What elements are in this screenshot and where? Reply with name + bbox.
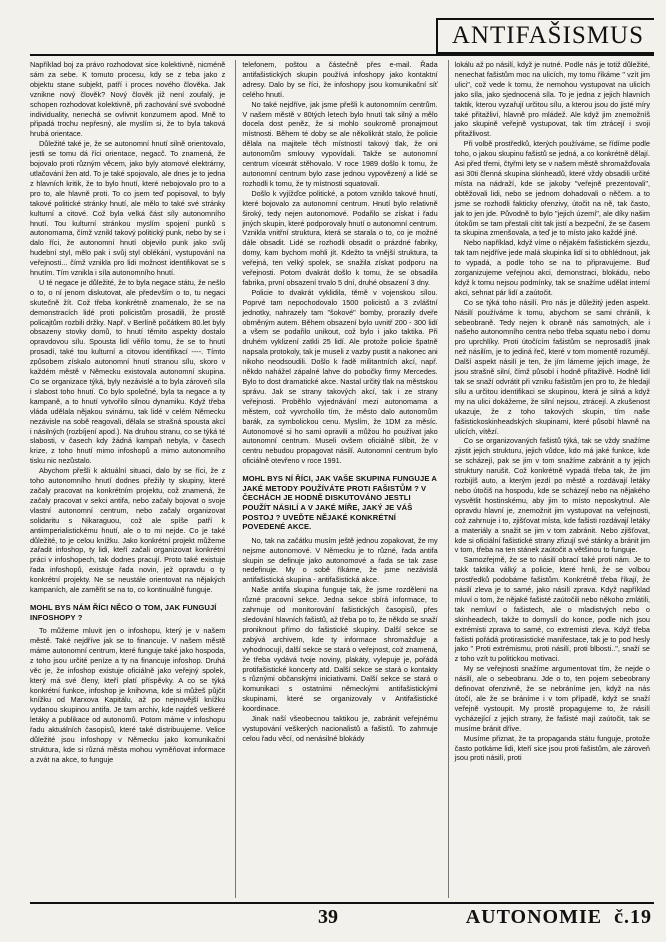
- paragraph: No, tak na začátku musím ještě jednou zopakovat, že my nejsme autonomové. V Německu je to různé, řada antifa skupin se definuje jako autonomové a řada se tak zase nedefinuje. My o sobě říkáme, že jsme nezávislá antifašistická skupina - antifašistická akce.: [242, 535, 438, 585]
- interview-question: MOHL BYS NÁM ŘÍCI NĚCO O TOM, JAK FUNGUJÍ INFOSHOPY ?: [30, 602, 217, 622]
- paragraph: Co se organizovaných fašistů týká, tak se vždy snažíme zjistit jejich strukturu, jejich vůdce, kdo má jaké funkce, kde se scházejí, pak se jim v tom snažíme zabránit a ty jejich struktury narušit. Což konkrétně vypadá třeba tak, že jim rozbijíš auto, a kterým jezdí po městě a rozdávají letáky nebo útočiš na hospodu, kde se scházejí nebo na nějakého vysvětlit hostinskému, aby jim to místo neposkytnul. Ale opravdu hlavní je, znemožnit jim vystupovat na veřejnosti, což zahrnuje i to, zjišťovat místa, kde fašisti rozdávají letáky a materiály a snažit se jim v tom zabránit. Nebo zjišťovat, kde si oficiální fašistické strany zřizují své stánky a bránit jim v tom, třeba na ten stánek zaútočit a většinou to funguje.: [454, 436, 650, 555]
- paragraph: My se veřejnosti snažíme argumentovat tím, že nejde o násilí, ale o sebeobranu. Jde o to, ten pojem sebeobrany definovat ofenzivně, že se nebráníme jen, když na nás útočí, ale že se bráníme i v tom případě, když se snaží veřejně vystoupit. My prostě propagujeme to, že násilí vycházející z jejich strany, že fašisté mají zaútočit, tak se musíme bránit dříve.: [454, 664, 650, 733]
- paragraph: Například boj za právo rozhodovat sice kolektivně, nicméně sám za sebe. K tomuto procesu, kdy se z teba jako z objektu stane subjekt, patří i proces nového člověka. Jak vznikne nový člověk? Nový člověk již není zoufalý, je schopen rozhodovat kolektivně, při zachování své svobodné individuality, nenechá se ovlivnit konzumem apod. Mně to připadá trochu nepřesný, ale myslím si, že to byla taková hrubá orientace.: [30, 60, 226, 139]
- header-rule: [30, 54, 654, 56]
- text-column-2: [235, 60, 437, 898]
- paragraph: U té negace je důležité, že to byla negace státu, že nešlo o to, o ní jenom diskutovat, ale především o to, tu negaci skutečně žít. Což třeba konkrétně znamenalo, že se na demonstracích lidé proti policistům prosadili, že prostě policajtům rozbili držky. Např. v Berlíně počátkem 80.let byly obsazeny stovky domů, to hnutí těmito aspekty dostalo opravdovou sílu. Spousta lidí věřilo tomu, že se to hnutí prosadí, také tou kulturní a citovou identifikací ----. Tímto způsobem získalo autonomní hnutí stranou sílu, skoro v každém městě v Německu existovala autonomní skupina. Co se organizace týká, byly nezávislé a to byla zároveň síla i slabost toho hnutí. Co bylo společné, byla ta negace a ty kampaně, a to hnutí vytvořilo silnou dynamiku. Když třeba vláda udělala nějakou svinárnu, tak lidé v celém Německu nezávisle na sobě reagovali, dělala se strašná spousta akcí i násilných (rozbíjení apod.). Na druhou stranu, co se týká té slabosti, v časech kdy žádná kampaň nebyla, v časech krize, z toho hnutí mimo infoshopů a mimo autonomního tisku nic nezůstalo.: [30, 277, 226, 466]
- paragraph: No také nejdříve, jak jsme přešli k autonomním centrům. V našem městě v 80tých letech bylo hnutí tak silný a mělo docela dost peněz, že si mohlo soukromě pronajmout místnosti. Během té doby se ale několikrát stalo, že policie dělala na majitele těch místností takový tlak, že oni autonomům smlouvy vypovídali. Takže se autonomní centrum víceкrát stěhovalo. V roce 1989 došlo k tomu, že autonomní centrum bylo zase jednou vypovězený a lidé se rozhodli k tomu, že ty místnosti squatovali.: [242, 99, 438, 188]
- paragraph: Došlo k vyjížďce politické, a potom vzniklo takové hnutí, které bojovalo za autonomní centrum. Hnutí bylo relativně široký, tedy nejen autonomové. Podařilo se získat i řadu jiných skupin, které podporovaly hnutí o autonomní centrum. Vznikla vnitřní struktura, která se starala o to, co je možné dále obsadit. Lidé se rozhodli obsadit o prázdné fabriky, domy, kam bychom mohli jít. Kdežto ta vnější struktura, ta veřejná, ten velký spolek, se snažila získat podporu na veřejnosti. Potom dvakrát došlo k tomu, že se obsadila fabrika, první obsazení trvalo 5 dní, druhé obsazení 3 dny.: [242, 188, 438, 287]
- interview-question: MOHL BYS NÍ ŘÍCI, JAK VAŠE SKUPINA FUNGUJE A JAKÉ METODY POUŽÍVÁTE PROTI FAŠISTŮM ? V ČECHÁCH JE HODNĚ DISKUTOVÁNO JESTLI POUŽÍT NÁSILÍ A V JAKÉ MÍŘE, JAKÝ JE VÁŠ POSTOJ ? UVEĎTE NĚJAKÉ KONKRÉTNÍ POVEDENÉ AKCE.: [242, 474, 437, 532]
- magazine-name: AUTONOMIE: [465, 906, 603, 928]
- paragraph: To můžeme mluvit jen o infoshopu, který je v našem městě. Také nejdříve jak se to financuje. V našem městě máme autonomní centrum, které funguje také jako hospoda, z toho jsou určité peníze a ty na financuje infoshop. Druhá věc je, že infoshop existuje oficiálně jako veřejný spolek, který má své členy, kteří platí příspěvky. A co se týká konkrétní funkce, infoshop je knihovna, kde si můžeš půjčit knížku od Marxova Kapitálu, až po nejnovější knížku vydanou skupinou antifa. Je tam archiv, kde najdeš veškeré letáky a publikace od autonomů. Potom máme v infoshopu řadu aktuálních časopisů, které také distribuujeme. Velice důležité jsou infoshopy v Německu jako komunikační struktura, kde si různá města mohou vyměňovat informace a zvát na akce, to funguje: [30, 626, 226, 764]
- paragraph: Důležité také je, že se autonomní hnutí silně orientovalo, jestli se tomu dá říci orientace, negacč. To znamená, že bojovalo proti různým věcem, jako byly atomové elektrárny, utlačování žen atd. To je také spojovalo, ale dnes je to jedna z hlavních kritik, že to bylo hnutí, které nebojovalo pro to a pro to, ale hlavně proti. To co jsem teď popisoval, to byly takové politické stránky hnutí, ale mělo to také své stránky kulturní a citové. Což byla velká část síly autonomního hnutí. Tou kulturní stránkou myslím spojení punků s autonomama, čímž vznikl takový politický punk, nebo by se i dalo říci, že autonomní hnutí objevilo punk jako svůj hudební styl, mělo pak i svůj styl oblékání, vystupování na veřejnosti... čímž vznikla pro lidi možnost identifikovat se s hnutím. Tím vznikla i síla autonomního hnutí.: [30, 139, 226, 278]
- page-number: 39: [318, 906, 338, 928]
- article-body: [30, 60, 650, 898]
- text-column-3: [448, 60, 650, 898]
- paragraph: Naše antifa skupina funguje tak, že jsme rozděleni na různé pracovní sekce. Jedna sekce sbírá informace, to zahrnuje od monitorování fašistických časopisů, přes sledování hlavních fašistů, až třeba po to, že někdo se snaží proniknout přímo do fašistické skupiny. Další sekce se zabývá archivem, kde ty informace shromažďuje a vyhodnocují, další sekce se stará o veřejnost, což znamená, že třeba vydává tvoje noviny, plakáty, vylepuje je, pořádá protifašistické koncerty atd. Další sekce se stará o kontakty s různými občanskými iniciativami. Další sekce se stará o komunikaci s ostatními německými antifašistickými skupinami, které se organizovaly v Antifašistické koordinace.: [242, 585, 438, 714]
- paragraph: lokálu až po násilí, když je nutné. Podle nás je totiž důležité, nenechat fašistům moc na ulicích, my tomu říkáme " vzít jim ulici", což vede k tomu, že nemohou vystupovat na ulicích jako síla, jako sjednocená síla. To je jedna z jejich hlavních taktik, kterou vyzařují určitou sílu, a kterou jsou do jisté míry také přitažliví, hlavně pro mládež. Ale když jim znemožníš jako skupině veřejně vystupovat, tak tím ztrácejí i svoji přitažlivost.: [454, 60, 650, 139]
- magazine-footer: [466, 906, 652, 929]
- paragraph: Policie to dvakrát vyklidila, těmě v vojenskou sílou. Poprvé tam nepochodovalo 1500 policistů a 3 zvláštní jednotky, nahrazely tam "šokové" bomby, prorazily dveře obrněným autem. Během obsazení bylo uvnitř 200 - 300 lidí a všem se podařilo unikout, což bylo i jako taktika. Při druhém vyklizení zatkli 25 lidí. Ale protože policie špatně napsala protokoly, tak je museli z vazby pustit a nakonec ani nikoho neodsoudili. Došlo k řadě militantních akcí, např. někdo nahážel zápalné lahve do pobočky firmy Mercedes. Bylo to dost dramatické akce. Nastal určitý tlak na městskou správu. Jak se strany takových akcí, tak i ze strany veřejnosti. Proběhlo vyjednávání mezi autonomama a městem, což vyvrcholilo tím, že město dalo autonomům barák, za symbolickou cenu. Myslím, že 1DM za měsíc. Autonomové si ho sami opravili a můžou ho používat jako autonomní centrum. Museli ovšem oficiálně slíbit, že v centru nebudou propagovat násilí. Autonomní centrum bylo oficiálně otevřeno v roce 1991.: [242, 287, 438, 466]
- text-column-1: [30, 60, 225, 898]
- paragraph: Samozřejmě, že se to násilí obrací také proti nám. Je to takk taktika válký a policie, které hrnli, že se volbou prostředků podobáme fašistům. Konkrétně třeba říkají, že násilí zleva je to samé, jako násilí zprava. Když například mluví o tom, že nějaké fašisté zaútočili nebo někoho zmlátili, tak nemluví o fašistech, ale o mladistvých nebo o skinheadech, takže to domyslí do konce, podle nich jsou extrémisti zprava to samé, co extremisti zleva. Když třeba fašisti pořádá protirasistické manifestace, tak je to pod hesly jako " Proti extrémismu, proti násilí, proti blbosti..", snaží se z toho vzít tu politickou motivaci.: [454, 555, 650, 664]
- issue-number: č.19: [614, 906, 652, 928]
- paragraph: Co se týká toho násilí. Pro nás je důležitý jeden aspekt. Násilí používáme k tomu, abychom se sami chránili, k sebeobraně. Tedy nejen k obraně nás samotných, ale i našeho autonomního centra nebo třeba squatu nebo i domu pro uprchlíky. Proti útočícím fašistům se neprosadíš jinak než násilím, je to jediná řeč, které v tom momentě rozumějí. Další aspekt násilí je ten, že jím lámeme jejich image, že jsou strašně silní, čímž působí i hodně přitažlivě. Hodně lidí tak se snaží odvrátit při vzniku fašistům jen pro to, že hledají sílu a určitou identifikaci se skupinou, která je silná a když my na ulici dokážeme, že silní nejsou, ztrácejí. A zkušenost ukazuje, že z toho takových skupin, tím naše fašistickoskinheadských skupinami, které působí hlavně na ulicích, vítězí.: [454, 297, 650, 436]
- paragraph: Nebo například, když víme o nějakém fašistickém sjezdu, tak tam nejdříve jede malá skupinka lidí si to obhlédnout, jak to vypadá, a podle toho se na to připravujeme. Buď zorganizujeme veřejnou akci, demonstraci, blokádu, nebo když k tomu nejsou podmínky, tak se snažíme udělat interní akci, sehnat pár lidí a zaútočit.: [454, 238, 650, 297]
- paragraph: Jinak naší všeobecnou taktikou je, zabránit veřejnému vystupování veškerých nacionalistů a fašistů. To zahrnuje celou řadu věcí, od nenásilné blokády: [242, 714, 438, 743]
- paragraph: Při volbě prostředků, kterých používáme, se řídíme podle toho, o jakou skupinu fašistů se jedná, a co konkrétně dělají. Asi před třemi, čtyřmi lety se v našem městě shromažďovala asi 30ti členná skupina skinheadů, které vždy obsadili určité místa na nádraží, kde se jakoby "veřejně prezentovali", obtěžovali lidi, nebo se jednom dohadovali o něčem. a to jsme se rozhodli fakticky ofenzivy, útočit na ně, tak často, jak to jen jde. Původně to bylo "jejich území", ale díky našim útokům se tam přestali cítit tak jistí a bezpeční, že se časem ta skupina zmenšovala, a teď je to místo jako každé jiné.: [454, 139, 650, 238]
- paragraph: Musíme přiznat, že ta propaganda státu funguje, protože často potkáme lidi, kteří sice jsou proti fašistům, ale zároveň jsou proti násilí, proti: [454, 733, 650, 763]
- footer-rule: [30, 902, 654, 904]
- section-title: ANTIFAŠISMUS: [436, 18, 654, 54]
- paragraph: Abychom přešli k aktuální situaci, dalo by se říci, že z toho autonomního hnutí dodnes přežily ty skupiny, které začaly pracovat na konkrétním projektu, což znamená, že začaly pracovat v sekci antifa, nebo začaly bojovat o svoje vlastní autonomní centrum, nebo začaly organizovat solidaritu s Nikaraguou, což ale spíše patří k antiimperialistickému hnutí, ale o to mi nejde. Co je také důležité, to je celou knížku. Jako konkrétní projekt můžeme zařadit infoshop, ty lidi, kteří začali organizovat konkrétní práci v infoshopech, tak dodnes pracují. Proto také existuje řada infoshopů, existuje řada novin, jež opravdu o ty konkrétní projekty. Ne se neustále orientovat na nějakých kampaních, ale zaměřit se na to, co kontinuálně funguje.: [30, 466, 226, 595]
- paragraph: telefonem, poštou a částečně přes e-mail. Řada antifašistických skupin používá infoshopy jako kontaktní adresy. Dalo by se říci, že infoshopy jsou komunikační síť celého hnutí.: [242, 60, 438, 99]
